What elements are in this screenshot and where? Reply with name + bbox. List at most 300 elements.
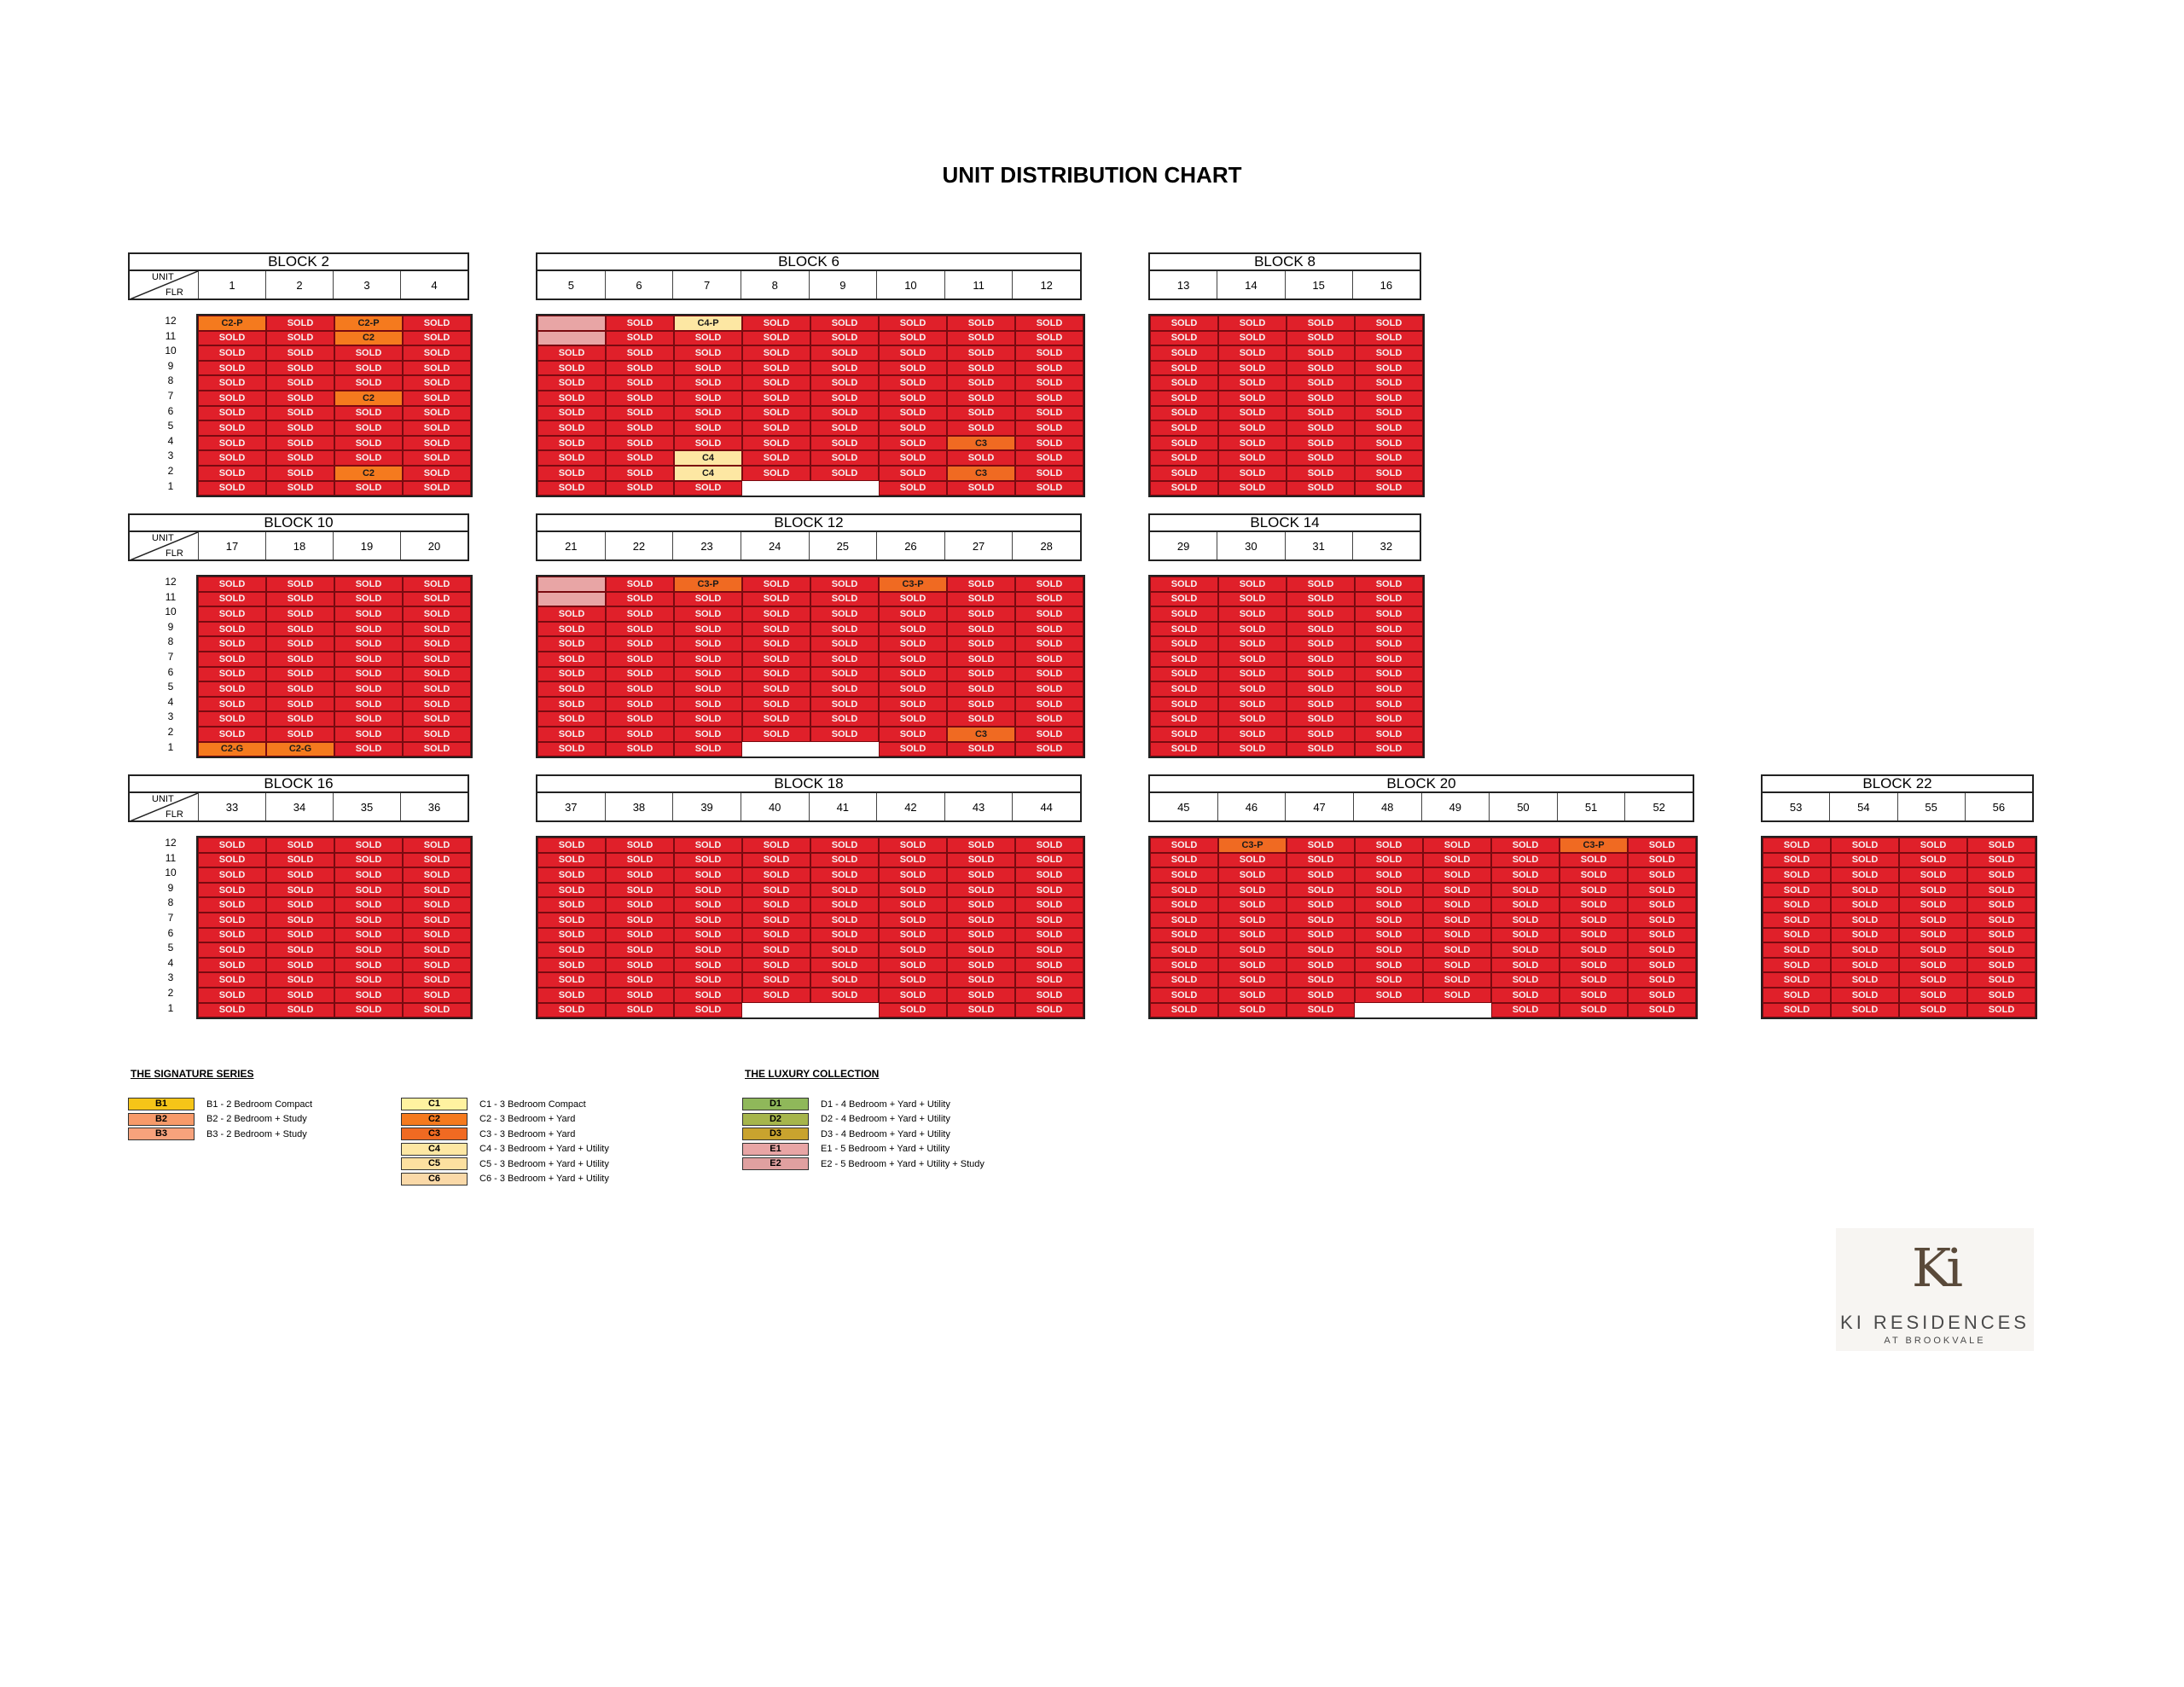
unit-number: 50 xyxy=(1490,793,1558,820)
sold-unit-cell: SOLD xyxy=(1899,972,1967,988)
sold-unit-cell: SOLD xyxy=(1763,897,1831,913)
sold-unit-cell: SOLD xyxy=(1831,897,1899,913)
logo-subtitle: AT BROOKVALE xyxy=(1884,1336,1986,1346)
sold-unit-cell: SOLD xyxy=(674,883,742,898)
sold-unit-cell: SOLD xyxy=(1287,667,1355,682)
sold-unit-cell: SOLD xyxy=(1899,928,1967,943)
sold-unit-cell: SOLD xyxy=(266,406,334,421)
sold-unit-cell: SOLD xyxy=(198,667,266,682)
sold-unit-cell: SOLD xyxy=(1491,988,1560,1003)
sold-unit-cell: SOLD xyxy=(403,636,471,652)
sold-unit-cell: SOLD xyxy=(810,345,879,361)
sold-unit-cell: SOLD xyxy=(334,622,403,637)
sold-unit-cell: SOLD xyxy=(266,972,334,988)
sold-unit-cell: SOLD xyxy=(1218,361,1287,376)
sold-unit-cell: SOLD xyxy=(742,853,810,868)
sold-unit-cell: SOLD xyxy=(198,361,266,376)
block-title: BLOCK 12 xyxy=(536,513,1082,532)
sold-unit-cell: SOLD xyxy=(606,988,674,1003)
sold-unit-cell: SOLD xyxy=(1218,450,1287,466)
sold-unit-cell: SOLD xyxy=(1150,652,1218,667)
sold-unit-cell: SOLD xyxy=(879,897,947,913)
sold-unit-cell: SOLD xyxy=(198,345,266,361)
sold-unit-cell: SOLD xyxy=(947,406,1015,421)
sold-unit-cell: SOLD xyxy=(334,742,403,757)
sold-unit-cell: SOLD xyxy=(1763,853,1831,868)
sold-unit-cell: SOLD xyxy=(674,345,742,361)
sold-unit-cell: SOLD xyxy=(198,391,266,406)
sold-unit-cell: SOLD xyxy=(674,1003,742,1018)
sold-unit-cell: SOLD xyxy=(198,697,266,712)
sold-unit-cell: SOLD xyxy=(1967,838,2036,853)
sold-unit-cell: SOLD xyxy=(1355,711,1423,727)
sold-unit-cell: SOLD xyxy=(1015,928,1083,943)
legend-item xyxy=(742,1112,950,1127)
sold-unit-cell: SOLD xyxy=(742,711,810,727)
sold-unit-cell: SOLD xyxy=(403,450,471,466)
sold-unit-cell: SOLD xyxy=(537,853,606,868)
sold-unit-cell: SOLD xyxy=(1355,577,1423,592)
available-unit-cell: C2 xyxy=(334,331,403,346)
sold-unit-cell: SOLD xyxy=(1015,466,1083,481)
sold-unit-cell: SOLD xyxy=(266,466,334,481)
sold-unit-cell: SOLD xyxy=(1560,988,1628,1003)
sold-unit-cell: SOLD xyxy=(198,577,266,592)
sold-unit-cell: SOLD xyxy=(1287,316,1355,331)
sold-unit-cell: SOLD xyxy=(742,928,810,943)
sold-unit-cell: SOLD xyxy=(879,928,947,943)
sold-unit-cell: SOLD xyxy=(1287,711,1355,727)
sold-unit-cell: SOLD xyxy=(334,652,403,667)
sold-unit-cell: SOLD xyxy=(947,391,1015,406)
sold-unit-cell: SOLD xyxy=(1355,361,1423,376)
sold-unit-cell: SOLD xyxy=(537,913,606,928)
sold-unit-cell: SOLD xyxy=(1015,391,1083,406)
sold-unit-cell: SOLD xyxy=(742,867,810,883)
legend-label: D3 - 4 Bedroom + Yard + Utility xyxy=(821,1128,950,1139)
sold-unit-cell: SOLD xyxy=(1015,436,1083,451)
sold-unit-cell: SOLD xyxy=(1967,958,2036,973)
sold-unit-cell: SOLD xyxy=(1218,867,1287,883)
sold-unit-cell: SOLD xyxy=(1015,636,1083,652)
sold-unit-cell: SOLD xyxy=(198,622,266,637)
sold-unit-cell: SOLD xyxy=(1287,636,1355,652)
sold-unit-cell: SOLD xyxy=(1015,592,1083,607)
e1-unit-cell xyxy=(537,577,606,592)
sold-unit-cell: SOLD xyxy=(266,883,334,898)
sold-unit-cell: SOLD xyxy=(1423,928,1491,943)
sold-unit-cell: SOLD xyxy=(1763,958,1831,973)
unit-number: 44 xyxy=(1040,800,1053,814)
sold-unit-cell: SOLD xyxy=(1355,331,1423,346)
sold-unit-cell: SOLD xyxy=(537,436,606,451)
sold-unit-cell: SOLD xyxy=(1967,942,2036,958)
sold-unit-cell: SOLD xyxy=(879,331,947,346)
sold-unit-cell: SOLD xyxy=(810,375,879,391)
sold-unit-cell: SOLD xyxy=(403,652,471,667)
sold-unit-cell: SOLD xyxy=(334,406,403,421)
sold-unit-cell: SOLD xyxy=(1967,897,2036,913)
unit-grid xyxy=(196,314,473,497)
sold-unit-cell: SOLD xyxy=(266,838,334,853)
sold-unit-cell: SOLD xyxy=(879,592,947,607)
sold-unit-cell: SOLD xyxy=(334,361,403,376)
sold-unit-cell: SOLD xyxy=(742,316,810,331)
sold-unit-cell: SOLD xyxy=(266,697,334,712)
unit-number: 51 xyxy=(1558,793,1626,820)
sold-unit-cell: SOLD xyxy=(947,942,1015,958)
sold-unit-cell: SOLD xyxy=(403,667,471,682)
unit-number: 27 xyxy=(945,532,1014,559)
sold-unit-cell: SOLD xyxy=(674,711,742,727)
sold-unit-cell: SOLD xyxy=(879,1003,947,1018)
sold-unit-cell: SOLD xyxy=(1423,853,1491,868)
floor-label: 10 xyxy=(165,867,177,879)
sold-unit-cell: SOLD xyxy=(879,375,947,391)
unit-number-row xyxy=(128,270,469,300)
sold-unit-cell: SOLD xyxy=(1355,928,1423,943)
floor-label: 3 xyxy=(167,449,174,462)
sold-unit-cell: SOLD xyxy=(1287,928,1355,943)
sold-unit-cell: SOLD xyxy=(1287,972,1355,988)
floor-label: 2 xyxy=(167,464,174,477)
sold-unit-cell: SOLD xyxy=(266,853,334,868)
legend-item xyxy=(401,1172,609,1186)
sold-unit-cell: SOLD xyxy=(334,450,403,466)
sold-unit-cell: SOLD xyxy=(810,316,879,331)
floor-label: 11 xyxy=(165,590,177,603)
floor-label: 9 xyxy=(167,881,174,894)
unit-number: 23 xyxy=(673,532,741,559)
sold-unit-cell: SOLD xyxy=(1015,697,1083,712)
sold-unit-cell: SOLD xyxy=(742,883,810,898)
sold-unit-cell: SOLD xyxy=(198,406,266,421)
unit-number-row xyxy=(1761,791,2034,822)
sold-unit-cell: SOLD xyxy=(198,711,266,727)
sold-unit-cell: SOLD xyxy=(879,727,947,742)
sold-unit-cell: SOLD xyxy=(1015,972,1083,988)
sold-unit-cell: SOLD xyxy=(879,391,947,406)
sold-unit-cell: SOLD xyxy=(742,988,810,1003)
legend-item xyxy=(401,1112,575,1127)
available-unit-cell: C3 xyxy=(947,466,1015,481)
sold-unit-cell: SOLD xyxy=(1763,988,1831,1003)
legend-swatch: E1 xyxy=(742,1143,809,1156)
block-1 xyxy=(536,252,1082,508)
sold-unit-cell: SOLD xyxy=(266,667,334,682)
sold-unit-cell: SOLD xyxy=(1218,727,1287,742)
sold-unit-cell: SOLD xyxy=(1150,481,1218,496)
sold-unit-cell: SOLD xyxy=(537,375,606,391)
sold-unit-cell: SOLD xyxy=(1287,592,1355,607)
unit-grid xyxy=(1761,836,2037,1019)
sold-unit-cell: SOLD xyxy=(1015,1003,1083,1018)
sold-unit-cell: SOLD xyxy=(334,972,403,988)
legend-swatch: B3 xyxy=(128,1128,195,1140)
sold-unit-cell: SOLD xyxy=(810,942,879,958)
sold-unit-cell: SOLD xyxy=(198,838,266,853)
legend-label: B2 - 2 Bedroom + Study xyxy=(206,1114,307,1124)
sold-unit-cell: SOLD xyxy=(1355,406,1423,421)
sold-unit-cell: SOLD xyxy=(1423,958,1491,973)
sold-unit-cell: SOLD xyxy=(1150,1003,1218,1018)
sold-unit-cell: SOLD xyxy=(334,913,403,928)
sold-unit-cell: SOLD xyxy=(198,897,266,913)
sold-unit-cell: SOLD xyxy=(742,391,810,406)
sold-unit-cell: SOLD xyxy=(1491,913,1560,928)
block-title: BLOCK 6 xyxy=(536,252,1082,271)
sold-unit-cell: SOLD xyxy=(403,592,471,607)
sold-unit-cell: SOLD xyxy=(1560,883,1628,898)
sold-unit-cell: SOLD xyxy=(198,972,266,988)
sold-unit-cell: SOLD xyxy=(334,897,403,913)
floor-label: 6 xyxy=(167,404,174,417)
sold-unit-cell: SOLD xyxy=(1763,972,1831,988)
sold-unit-cell: SOLD xyxy=(1287,406,1355,421)
sold-unit-cell: SOLD xyxy=(674,636,742,652)
sold-unit-cell: SOLD xyxy=(266,345,334,361)
sold-unit-cell: SOLD xyxy=(1218,577,1287,592)
sold-unit-cell: SOLD xyxy=(403,942,471,958)
sold-unit-cell: SOLD xyxy=(1218,942,1287,958)
sold-unit-cell: SOLD xyxy=(1899,988,1967,1003)
sold-unit-cell: SOLD xyxy=(606,436,674,451)
unit-number: 47 xyxy=(1286,793,1354,820)
sold-unit-cell: SOLD xyxy=(1218,742,1287,757)
unit-number: 17 xyxy=(199,532,266,559)
sold-unit-cell: SOLD xyxy=(606,742,674,757)
sold-unit-cell: SOLD xyxy=(674,606,742,622)
sold-unit-cell: SOLD xyxy=(1015,622,1083,637)
sold-unit-cell: SOLD xyxy=(606,727,674,742)
sold-unit-cell: SOLD xyxy=(1355,697,1423,712)
block-8 xyxy=(1148,774,1694,1030)
sold-unit-cell: SOLD xyxy=(1831,972,1899,988)
legend-label: C6 - 3 Bedroom + Yard + Utility xyxy=(479,1174,609,1184)
sold-unit-cell: SOLD xyxy=(674,697,742,712)
sold-unit-cell: SOLD xyxy=(266,577,334,592)
sold-unit-cell: SOLD xyxy=(1763,867,1831,883)
sold-unit-cell: SOLD xyxy=(1967,988,2036,1003)
empty-unit-cell xyxy=(742,742,810,757)
sold-unit-cell: SOLD xyxy=(606,681,674,697)
sold-unit-cell: SOLD xyxy=(266,1003,334,1018)
unit-number: 31 xyxy=(1286,532,1353,559)
sold-unit-cell: SOLD xyxy=(403,316,471,331)
sold-unit-cell: SOLD xyxy=(606,867,674,883)
sold-unit-cell: SOLD xyxy=(334,867,403,883)
sold-unit-cell: SOLD xyxy=(674,592,742,607)
unit-number: 29 xyxy=(1150,532,1217,559)
sold-unit-cell: SOLD xyxy=(1287,867,1355,883)
sold-unit-cell: SOLD xyxy=(403,406,471,421)
unit-number: 39 xyxy=(673,793,741,820)
legend-swatch: C6 xyxy=(401,1173,468,1186)
sold-unit-cell: SOLD xyxy=(334,697,403,712)
block-title: BLOCK 2 xyxy=(128,252,469,271)
sold-unit-cell: SOLD xyxy=(1287,853,1355,868)
floor-label: 2 xyxy=(167,986,174,999)
sold-unit-cell: SOLD xyxy=(198,450,266,466)
sold-unit-cell: SOLD xyxy=(1287,942,1355,958)
legend-label: D1 - 4 Bedroom + Yard + Utility xyxy=(821,1099,950,1110)
sold-unit-cell: SOLD xyxy=(1628,853,1696,868)
page-title: UNIT DISTRIBUTION CHART xyxy=(942,162,1242,188)
unit-grid xyxy=(1148,836,1698,1019)
logo-name: KI RESIDENCES xyxy=(1840,1312,2030,1333)
unit-number: 54 xyxy=(1830,793,1897,820)
unit-number: 2 xyxy=(266,271,334,299)
sold-unit-cell: SOLD xyxy=(1355,466,1423,481)
unit-number: 33 xyxy=(199,793,266,820)
sold-unit-cell: SOLD xyxy=(742,727,810,742)
unit-number: 18 xyxy=(266,532,334,559)
sold-unit-cell: SOLD xyxy=(1967,972,2036,988)
sold-unit-cell: SOLD xyxy=(198,420,266,436)
sold-unit-cell: SOLD xyxy=(879,622,947,637)
sold-unit-cell: SOLD xyxy=(537,942,606,958)
sold-unit-cell: SOLD xyxy=(674,727,742,742)
sold-unit-cell: SOLD xyxy=(1423,897,1491,913)
sold-unit-cell: SOLD xyxy=(537,450,606,466)
unit-number: 32 xyxy=(1380,539,1393,553)
e1-unit-cell xyxy=(537,331,606,346)
sold-unit-cell: SOLD xyxy=(1763,928,1831,943)
sold-unit-cell: SOLD xyxy=(1150,942,1218,958)
sold-unit-cell: SOLD xyxy=(810,897,879,913)
sold-unit-cell: SOLD xyxy=(947,972,1015,988)
sold-unit-cell: SOLD xyxy=(334,375,403,391)
unit-number: 55 xyxy=(1898,793,1966,820)
sold-unit-cell: SOLD xyxy=(674,958,742,973)
legend-swatch: E2 xyxy=(742,1157,809,1170)
sold-unit-cell: SOLD xyxy=(266,420,334,436)
sold-unit-cell: SOLD xyxy=(198,592,266,607)
sold-unit-cell: SOLD xyxy=(947,592,1015,607)
available-unit-cell: C2-P xyxy=(198,316,266,331)
sold-unit-cell: SOLD xyxy=(1015,988,1083,1003)
corner-unit-label: UNIT xyxy=(152,533,174,543)
sold-unit-cell: SOLD xyxy=(674,622,742,637)
unit-number-row xyxy=(536,530,1082,561)
sold-unit-cell: SOLD xyxy=(606,667,674,682)
sold-unit-cell: SOLD xyxy=(1218,345,1287,361)
unit-number: 52 xyxy=(1653,800,1665,814)
sold-unit-cell: SOLD xyxy=(1150,436,1218,451)
sold-unit-cell: SOLD xyxy=(266,942,334,958)
sold-unit-cell: SOLD xyxy=(1150,406,1218,421)
sold-unit-cell: SOLD xyxy=(537,958,606,973)
sold-unit-cell: SOLD xyxy=(879,867,947,883)
sold-unit-cell: SOLD xyxy=(947,838,1015,853)
unit-number: 38 xyxy=(606,793,674,820)
sold-unit-cell: SOLD xyxy=(403,481,471,496)
legend-item xyxy=(128,1127,307,1141)
sold-unit-cell: SOLD xyxy=(1355,681,1423,697)
sold-unit-cell: SOLD xyxy=(198,331,266,346)
sold-unit-cell: SOLD xyxy=(537,636,606,652)
sold-unit-cell: SOLD xyxy=(1150,316,1218,331)
unit-number-row xyxy=(1148,791,1694,822)
floor-label: 9 xyxy=(167,620,174,633)
unit-grid xyxy=(1148,575,1425,758)
sold-unit-cell: SOLD xyxy=(879,436,947,451)
sold-unit-cell: SOLD xyxy=(1150,450,1218,466)
sold-unit-cell: SOLD xyxy=(1763,913,1831,928)
sold-unit-cell: SOLD xyxy=(810,838,879,853)
sold-unit-cell: SOLD xyxy=(1287,331,1355,346)
sold-unit-cell: SOLD xyxy=(1218,331,1287,346)
sold-unit-cell: SOLD xyxy=(1150,928,1218,943)
legend-swatch: C3 xyxy=(401,1128,468,1140)
sold-unit-cell: SOLD xyxy=(1015,742,1083,757)
sold-unit-cell: SOLD xyxy=(606,391,674,406)
sold-unit-cell: SOLD xyxy=(810,420,879,436)
sold-unit-cell: SOLD xyxy=(810,592,879,607)
sold-unit-cell: SOLD xyxy=(810,606,879,622)
sold-unit-cell: SOLD xyxy=(1218,606,1287,622)
sold-unit-cell: SOLD xyxy=(606,606,674,622)
sold-unit-cell: SOLD xyxy=(403,711,471,727)
sold-unit-cell: SOLD xyxy=(879,667,947,682)
sold-unit-cell: SOLD xyxy=(266,331,334,346)
available-unit-cell: C4 xyxy=(674,466,742,481)
unit-number: 4 xyxy=(431,278,438,292)
unit-number: 11 xyxy=(945,271,1014,299)
sold-unit-cell: SOLD xyxy=(606,316,674,331)
sold-unit-cell: SOLD xyxy=(334,606,403,622)
sold-unit-cell: SOLD xyxy=(810,681,879,697)
sold-unit-cell: SOLD xyxy=(1015,667,1083,682)
sold-unit-cell: SOLD xyxy=(537,867,606,883)
sold-unit-cell: SOLD xyxy=(403,742,471,757)
block-title: BLOCK 16 xyxy=(128,774,469,793)
sold-unit-cell: SOLD xyxy=(1015,316,1083,331)
sold-unit-cell: SOLD xyxy=(1015,681,1083,697)
sold-unit-cell: SOLD xyxy=(947,481,1015,496)
floor-label: 12 xyxy=(165,576,177,588)
sold-unit-cell: SOLD xyxy=(1287,391,1355,406)
sold-unit-cell: SOLD xyxy=(1287,361,1355,376)
sold-unit-cell: SOLD xyxy=(742,697,810,712)
sold-unit-cell: SOLD xyxy=(1150,913,1218,928)
sold-unit-cell: SOLD xyxy=(403,867,471,883)
sold-unit-cell: SOLD xyxy=(1628,972,1696,988)
sold-unit-cell: SOLD xyxy=(810,436,879,451)
sold-unit-cell: SOLD xyxy=(198,652,266,667)
sold-unit-cell: SOLD xyxy=(1423,988,1491,1003)
sold-unit-cell: SOLD xyxy=(674,838,742,853)
sold-unit-cell: SOLD xyxy=(1218,375,1287,391)
sold-unit-cell: SOLD xyxy=(1763,942,1831,958)
sold-unit-cell: SOLD xyxy=(947,928,1015,943)
sold-unit-cell: SOLD xyxy=(1628,988,1696,1003)
sold-unit-cell: SOLD xyxy=(1218,391,1287,406)
unit-number: 19 xyxy=(334,532,401,559)
floor-label: 3 xyxy=(167,710,174,723)
sold-unit-cell: SOLD xyxy=(198,636,266,652)
sold-unit-cell: SOLD xyxy=(1150,742,1218,757)
sold-unit-cell: SOLD xyxy=(674,481,742,496)
sold-unit-cell: SOLD xyxy=(1967,867,2036,883)
legend-item xyxy=(401,1097,586,1111)
sold-unit-cell: SOLD xyxy=(810,622,879,637)
sold-unit-cell: SOLD xyxy=(266,897,334,913)
logo-mark: Ki xyxy=(1911,1237,1959,1299)
sold-unit-cell: SOLD xyxy=(1150,958,1218,973)
sold-unit-cell: SOLD xyxy=(947,606,1015,622)
sold-unit-cell: SOLD xyxy=(1015,942,1083,958)
